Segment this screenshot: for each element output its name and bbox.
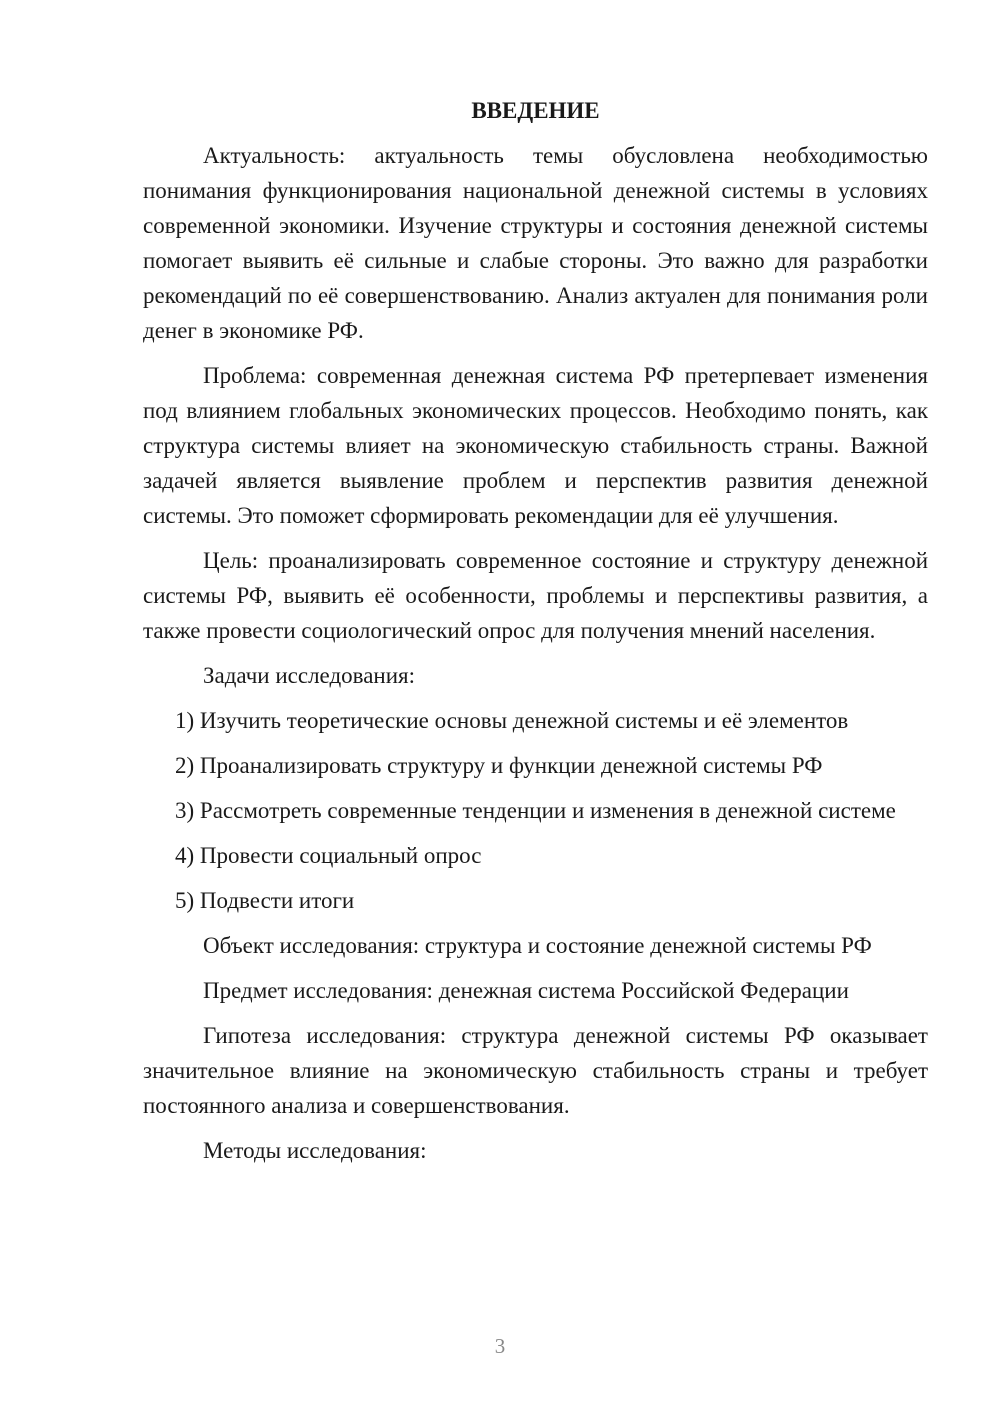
task-item-4: 4) Провести социальный опрос bbox=[175, 843, 482, 868]
methods-heading: Методы исследования: bbox=[203, 1138, 427, 1163]
object-paragraph: Объект исследования: структура и состояние денежной системы РФ bbox=[203, 933, 872, 958]
task-item-5: 5) Подвести итоги bbox=[175, 888, 355, 913]
tasks-heading: Задачи исследования: bbox=[203, 663, 416, 688]
task-item-3: 3) Рассмотреть современные тенденции и изменения в денежной системе bbox=[175, 798, 896, 823]
goal-paragraph: Цель: проанализировать современное состояние и структуру денежной системы РФ, выявить её особенности, проблемы и перспективы развития, а также провести социологический опрос для получения мнений населения. bbox=[143, 548, 928, 643]
task-item-2: 2) Проанализировать структуру и функции денежной системы РФ bbox=[175, 753, 823, 778]
relevance-paragraph: Актуальность: актуальность темы обусловлена необходимостью понимания функционирования национальной денежной системы в условиях современной экономики. Изучение структуры и состояния денежной системы помогает выявить её сильные и слабые стороны. Это важно для разработки рекомендаций по её совершенствованию. Анализ актуален для понимания роли денег в экономике РФ. bbox=[143, 143, 928, 343]
page-number: 3 bbox=[494, 1334, 506, 1358]
section-title: ВВЕДЕНИЕ bbox=[471, 98, 600, 123]
page-content bbox=[143, 94, 928, 1178]
problem-paragraph: Проблема: современная денежная система РФ претерпевает изменения под влиянием глобальных экономических процессов. Необходимо понять, как структура системы влияет на экономическую стабильность страны. Важной задачей является выявление проблем и перспектив развития денежной системы. Это поможет сформировать рекомендации для её улучшения. bbox=[143, 363, 928, 528]
task-item-1: 1) Изучить теоретические основы денежной системы и её элементов bbox=[175, 708, 849, 733]
hypothesis-paragraph: Гипотеза исследования: структура денежной системы РФ оказывает значительное влияние на экономическую стабильность страны и требует постоянного анализа и совершенствования. bbox=[143, 1023, 928, 1118]
subject-paragraph: Предмет исследования: денежная система Российской Федерации bbox=[203, 978, 849, 1003]
